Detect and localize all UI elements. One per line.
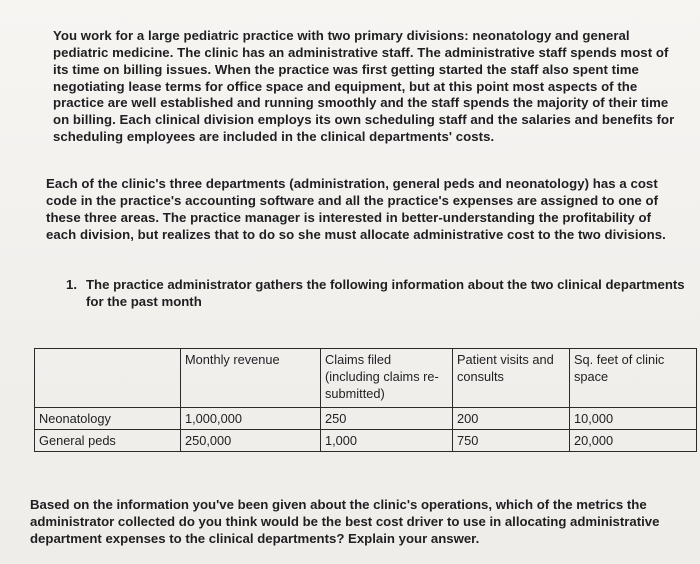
table-header-cell (35, 349, 181, 408)
table-cell: 1,000,000 (181, 408, 321, 430)
table-cell: 10,000 (570, 408, 697, 430)
table-header-cell: Sq. feet of clinic space (570, 349, 697, 408)
table-cell: 200 (453, 408, 570, 430)
table-row (35, 408, 697, 430)
table-cell: 750 (453, 430, 570, 452)
table-header-cell: Patient visits and consults (453, 349, 570, 408)
table-cell: 250,000 (181, 430, 321, 452)
table-header-cell: Monthly revenue (181, 349, 321, 408)
table-row (35, 430, 697, 452)
table-cell: 250 (321, 408, 453, 430)
table-cell: 20,000 (570, 430, 697, 452)
table-cell: Neonatology (35, 408, 181, 430)
table-cell: General peds (35, 430, 181, 452)
question-text: The practice administrator gathers the following information about the two clinical departments for the past month (86, 277, 685, 309)
scenario-paragraph: You work for a large pediatric practice with two primary divisions: neonatology and general pediatric medicine. The clinic has an administrative staff. The administrative staff spends most of its time on billing issues. When the practice was first getting started the staff also spent time negotiating lease terms for office space and equipment, but at this point most aspects of the practice are well established and running smoothly and the staff spends the majority of their time on billing. Each clinical division employs its own scheduling staff and the salaries and benefits for scheduling employees are included in the clinical departments' costs. (53, 28, 675, 144)
metrics-table (34, 348, 697, 452)
question-number: 1. (66, 277, 77, 292)
departments-paragraph: Each of the clinic's three departments (administration, general peds and neonatology) has a cost code in the practice's accounting software and all the practice's expenses are assigned to one of these three areas. The practice manager is interested in better-understanding the profitability of each division, but realizes that to do so she must allocate administrative cost to the two divisions. (46, 176, 666, 242)
table-header-cell: Claims filed (including claims re-submitted) (321, 349, 453, 408)
final-question: Based on the information you've been given about the clinic's operations, which of the metrics the administrator collected do you think would be the best cost driver to use in allocating administrative department expenses to the clinical departments? Explain your answer. (30, 497, 660, 546)
table-header-row (35, 349, 697, 408)
table-cell: 1,000 (321, 430, 453, 452)
